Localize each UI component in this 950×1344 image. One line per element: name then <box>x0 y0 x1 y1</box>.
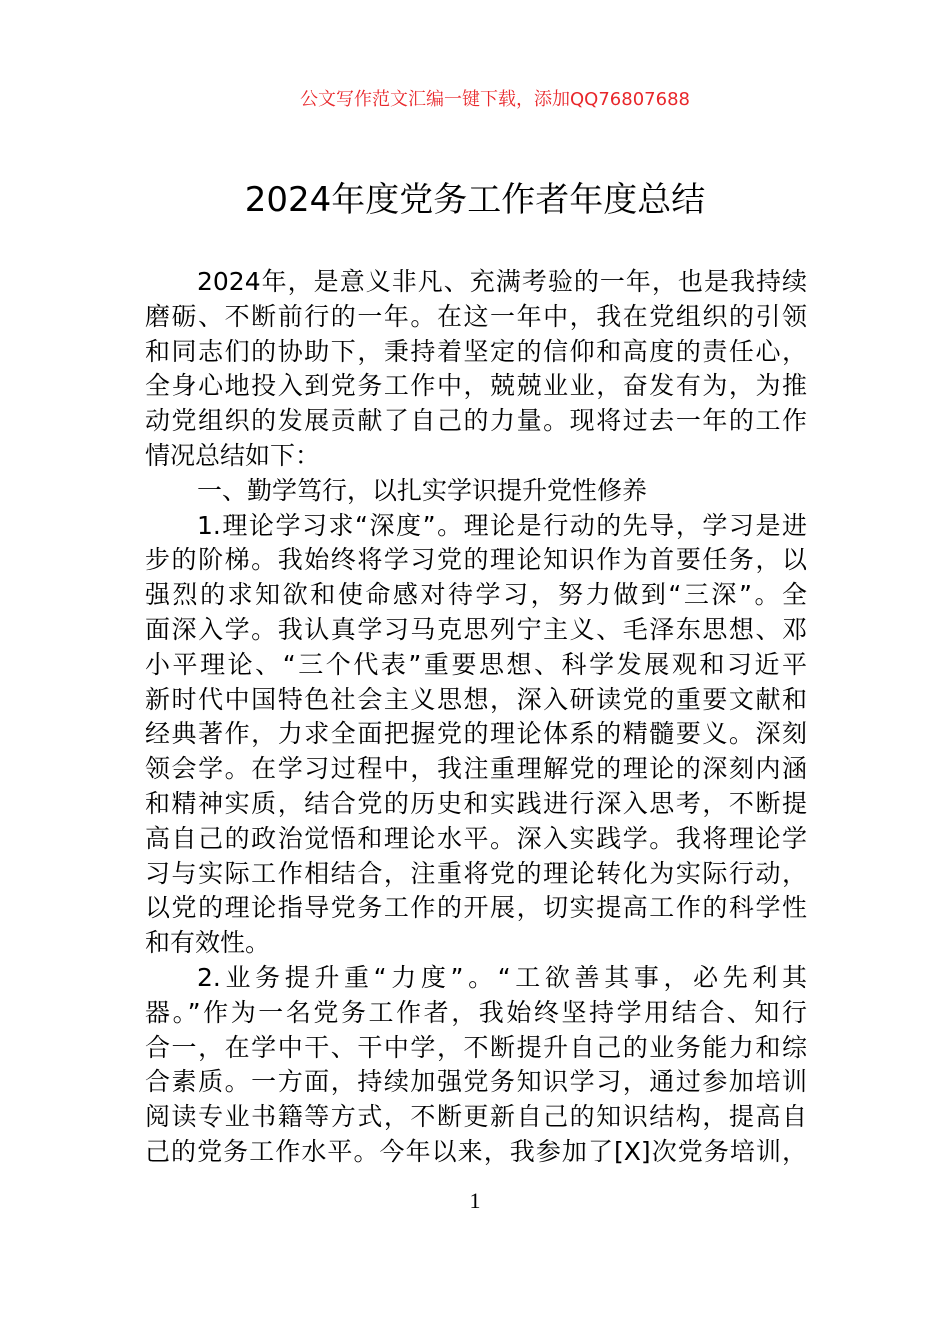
text-line: 经典著作，力求全面把握党的理论体系的精髓要义。深刻 <box>145 719 807 749</box>
text-line: 2024年，是意义非凡、充满考验的一年，也是我持续 <box>197 267 807 296</box>
text-line: 强烈的求知欲和使命感对待学习，努力做到“三深”。全 <box>145 580 807 610</box>
text-line: 2.业务提升重“力度”。“工欲善其事，必先利其 <box>197 962 807 992</box>
text-line: 情况总结如下： <box>145 440 321 470</box>
text-line: 和有效性。 <box>145 928 271 958</box>
text-line: 全身心地投入到党务工作中，兢兢业业，奋发有为，为推 <box>145 371 807 401</box>
text-line: 阅读专业书籍等方式，不断更新自己的知识结构，提高自 <box>145 1102 807 1132</box>
text-line: 小平理论、“三个代表”重要思想、科学发展观和习近平 <box>145 649 807 679</box>
watermark-header: 公文写作范文汇编一键下载，添加QQ76807688 <box>300 89 690 110</box>
document-body <box>145 265 807 1170</box>
text-line: 合素质。一方面，持续加强党务知识学习，通过参加培训 <box>145 1067 807 1097</box>
text-line: 习与实际工作相结合，注重将党的理论转化为实际行动， <box>145 858 807 888</box>
text-line: 己的党务工作水平。今年以来，我参加了[X]次党务培训， <box>145 1136 807 1166</box>
text-line: 和精神实质，结合党的历史和实践进行深入思考，不断提 <box>145 788 807 818</box>
page-number: 1 <box>469 1188 481 1213</box>
text-line: 磨砺、不断前行的一年。在这一年中，我在党组织的引领 <box>145 301 807 331</box>
text-line: 合一，在学中干、干中学，不断提升自己的业务能力和综 <box>145 1032 807 1062</box>
text-line: 步的阶梯。我始终将学习党的理论知识作为首要任务，以 <box>145 545 807 575</box>
document-title: 2024年度党务工作者年度总结 <box>244 180 706 220</box>
text-line: 面深入学。我认真学习马克思列宁主义、毛泽东思想、邓 <box>145 614 807 644</box>
text-line: 新时代中国特色社会主义思想，深入研读党的重要文献和 <box>145 684 807 714</box>
text-line: 一、勤学笃行，以扎实学识提升党性修养 <box>197 475 648 505</box>
text-line: 以党的理论指导党务工作的开展，切实提高工作的科学性 <box>145 893 807 923</box>
text-line: 1.理论学习求“深度”。理论是行动的先导，学习是进 <box>197 510 807 540</box>
text-line: 动党组织的发展贡献了自己的力量。现将过去一年的工作 <box>145 406 807 436</box>
text-line: 和同志们的协助下，秉持着坚定的信仰和高度的责任心， <box>145 336 807 366</box>
text-line: 高自己的政治觉悟和理论水平。深入实践学。我将理论学 <box>145 823 807 853</box>
text-line: 器。”作为一名党务工作者，我始终坚持学用结合、知行 <box>145 997 807 1027</box>
text-line: 领会学。在学习过程中，我注重理解党的理论的深刻内涵 <box>145 754 807 784</box>
